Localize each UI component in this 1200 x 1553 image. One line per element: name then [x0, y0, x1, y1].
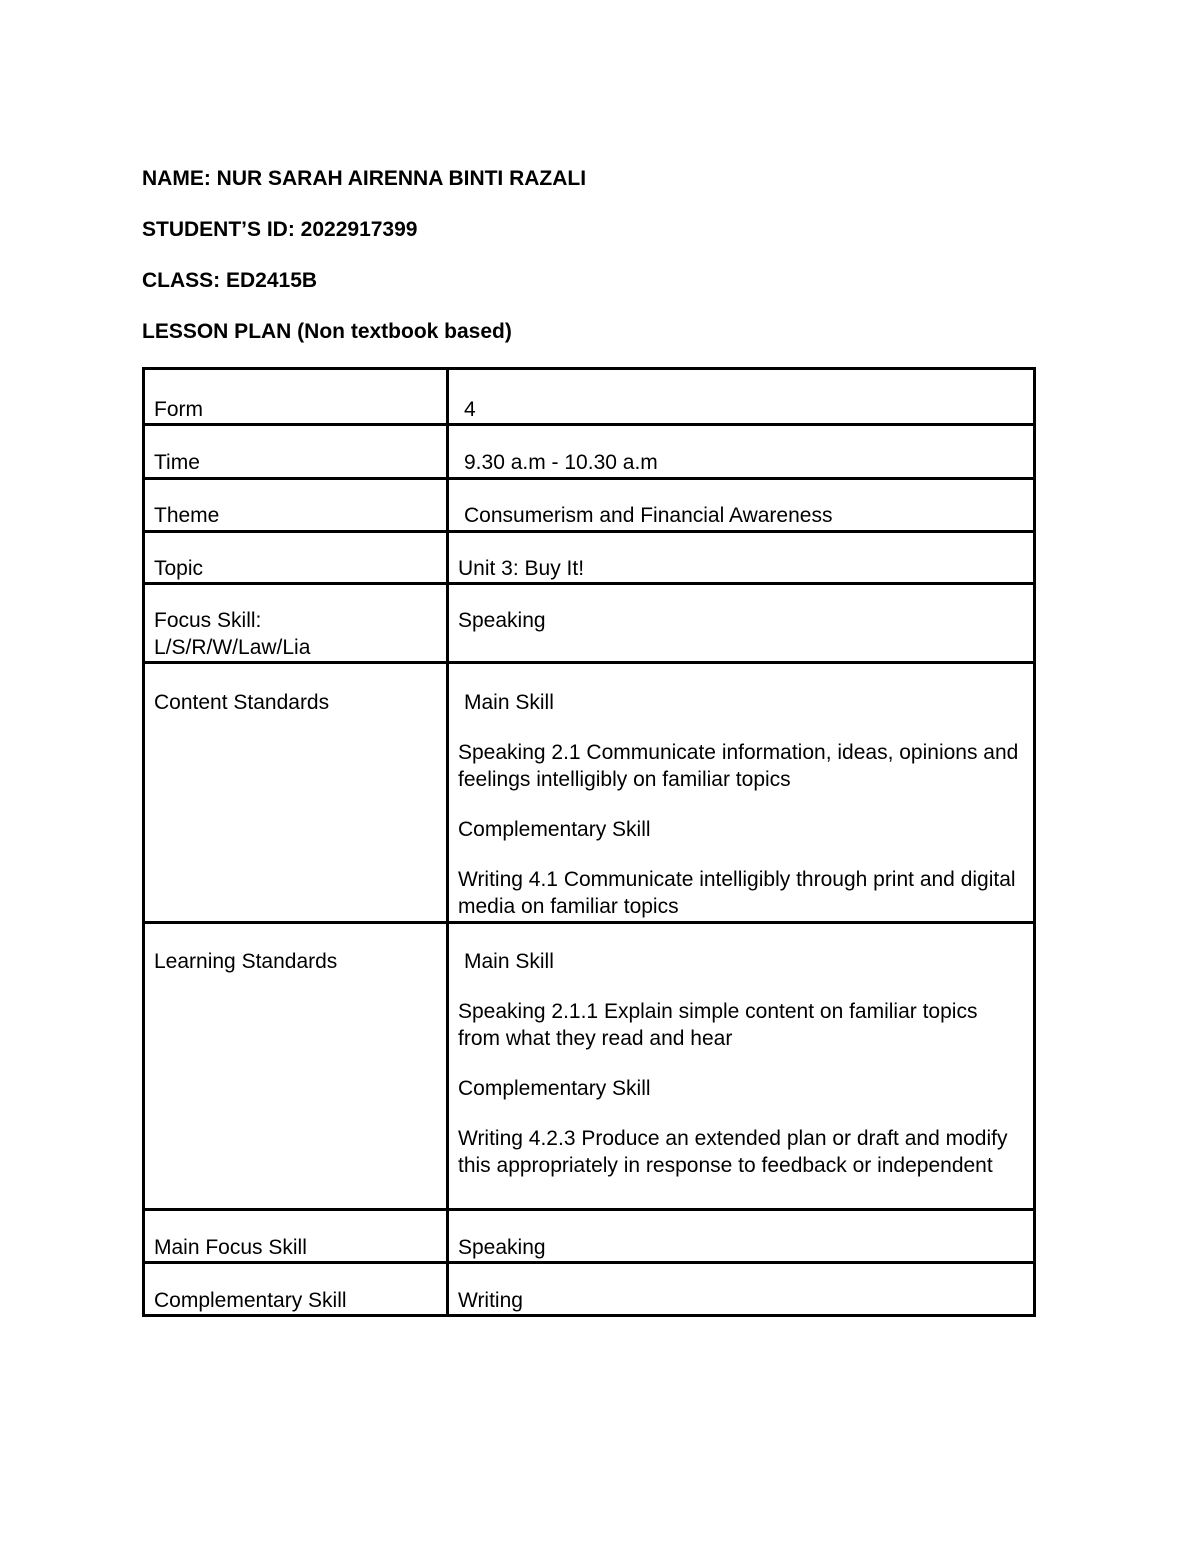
student-name: NAME: NUR SARAH AIRENNA BINTI RAZALI [142, 167, 587, 190]
class-code: CLASS: ED2415B [142, 269, 318, 292]
form-value: 4 [464, 398, 476, 421]
main-focus-skill-label: Main Focus Skill [144, 1210, 448, 1263]
content-main-skill-text: Speaking 2.1 Communicate information, ideas, opinions and feelings intelligibly on familiar topics [458, 741, 1019, 791]
learning-main-skill-text: Speaking 2.1.1 Explain simple content on familiar topics from what they read and hear [458, 1000, 978, 1050]
focus-skill-value: Speaking [448, 584, 1035, 663]
form-label: Form [144, 369, 448, 425]
student-id: STUDENT’S ID: 2022917399 [142, 218, 418, 241]
topic-label: Topic [144, 532, 448, 584]
table-row-focus-skill [144, 584, 1035, 663]
table-row-learning-standards [144, 923, 1035, 1210]
time-value: 9.30 a.m - 10.30 a.m [464, 451, 658, 474]
learning-complementary-skill-text: Writing 4.2.3 Produce an extended plan or draft and modify this appropriately in response to feedback or independent [458, 1127, 1008, 1177]
content-main-skill-heading: Main Skill [464, 691, 554, 714]
focus-skill-label: Focus Skill: [154, 609, 262, 632]
table-row-content-standards [144, 663, 1035, 923]
content-complementary-skill-heading: Complementary Skill [458, 818, 651, 841]
theme-value: Consumerism and Financial Awareness [464, 504, 833, 527]
learning-main-skill-heading: Main Skill [464, 950, 554, 973]
learning-complementary-skill-heading: Complementary Skill [458, 1077, 651, 1100]
content-standards-label: Content Standards [144, 663, 448, 923]
table-row-complementary-skill [144, 1263, 1035, 1316]
complementary-skill-label: Complementary Skill [144, 1263, 448, 1316]
table-row-theme [144, 479, 1035, 532]
document-title: LESSON PLAN (Non textbook based) [142, 320, 512, 343]
complementary-skill-value: Writing [448, 1263, 1035, 1316]
table-row-main-focus-skill [144, 1210, 1035, 1263]
table-row-topic [144, 532, 1035, 584]
topic-value: Unit 3: Buy It! [448, 532, 1035, 584]
content-complementary-skill-text: Writing 4.1 Communicate intelligibly through print and digital media on familiar topics [458, 868, 1016, 918]
table-row-form [144, 369, 1035, 425]
main-focus-skill-value: Speaking [448, 1210, 1035, 1263]
theme-label: Theme [144, 479, 448, 532]
table-row-time [144, 425, 1035, 479]
lesson-plan-table [142, 367, 1036, 1317]
focus-skill-codes: L/S/R/W/Law/Lia [154, 636, 311, 659]
time-label: Time [144, 425, 448, 479]
learning-standards-label: Learning Standards [144, 923, 448, 1210]
